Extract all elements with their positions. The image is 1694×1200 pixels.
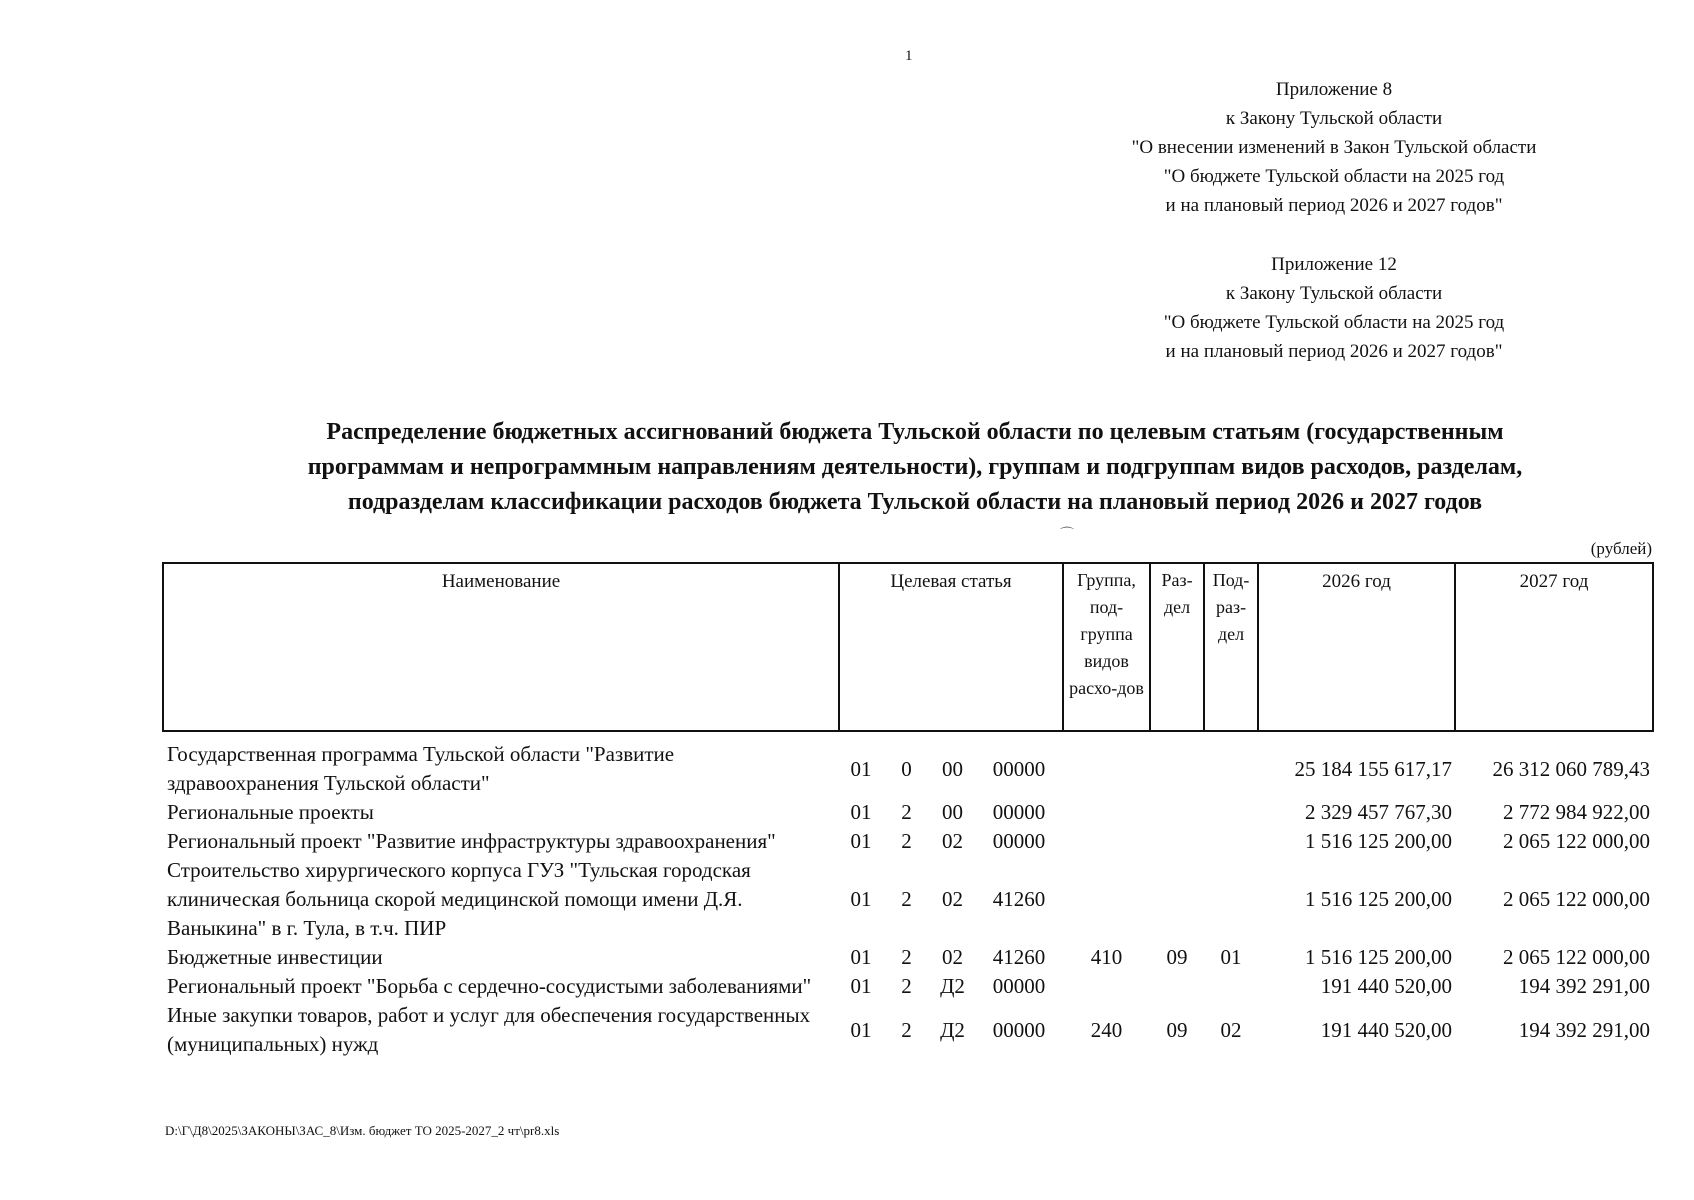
row-amount-2026: 2 329 457 767,30 [1305,800,1453,824]
row-code-type: 2 [901,974,912,998]
row-code-direction: 00000 [992,829,1046,853]
row-code-program: 01 [850,800,872,824]
row-name: Бюджетные инвестиции [167,945,383,969]
row-code-direction: 00000 [992,974,1046,998]
row-code-type: 2 [901,945,912,969]
row-subsection [1204,856,1258,943]
footer-file-path: D:\Г\Д8\2025\ЗАКОНЫ\ЗАС_8\Изм. бюджет ТО 2025-2027_2 чт\pr8.xls [165,1123,560,1138]
row-amount-2026: 25 184 155 617,17 [1294,756,1453,781]
row-code-subprogram: 02 [942,887,963,911]
row-expense-group [1063,731,1150,798]
row-code-subprogram: 02 [942,829,963,853]
row-code-type: 2 [901,1017,912,1042]
row-expense-group: 240 [1090,1017,1123,1042]
row-name: Региональные проекты [167,800,374,824]
row-code-direction: 00000 [992,800,1046,824]
appendix-12-line: к Закону Тульской области [1225,283,1443,304]
row-code-direction: 00000 [992,1017,1046,1042]
row-amount-2026: 1 516 125 200,00 [1305,887,1453,911]
row-code-type: 0 [901,756,912,781]
title-line: подразделам классификации расходов бюджета Тульской области на плановый период 2026 и 2027 годов [347,489,1483,515]
row-code-program: 01 [850,1017,872,1042]
row-code-direction: 41260 [992,945,1046,969]
row-amount-2027: 2 065 122 000,00 [1503,829,1651,853]
title-line: Распределение бюджетных ассигнований бюджета Тульской области по целевым статьям (государственным [326,419,1504,445]
row-section [1150,972,1204,1001]
units-note: (рублей) [1590,539,1652,558]
row-subsection: 01 [1220,945,1242,969]
header-year-2027: 2027 год [1455,563,1653,731]
header-year-2026: 2026 год [1258,563,1455,731]
header-section: Раз-дел [1150,563,1204,731]
header-target-article: Целевая статья [839,563,1063,731]
row-section: 09 [1166,1017,1188,1042]
appendix-8-line: к Закону Тульской области [1225,108,1443,129]
row-subsection [1204,798,1258,827]
row-expense-group [1063,856,1150,943]
row-code-subprogram: Д2 [940,974,965,998]
row-amount-2027: 194 392 291,00 [1518,974,1651,998]
appendix-8-block [1074,75,1594,220]
table-row [163,731,1653,798]
appendix-12-line: "О бюджете Тульской области на 2025 год [1163,312,1505,333]
appendix-12-line: и на плановый период 2026 и 2027 годов" [1165,341,1503,362]
row-name: Региональный проект "Борьба с сердечно-сосудистыми заболеваниями" [167,974,812,998]
appendix-8-line: "О внесении изменений в Закон Тульской области [1131,137,1537,158]
appendix-8-line: Приложение 8 [1275,79,1393,100]
row-amount-2026: 1 516 125 200,00 [1305,829,1453,853]
row-section [1150,731,1204,798]
table-header-row [163,563,1653,731]
table-row [163,1001,1653,1059]
page-number: 1 [905,48,913,64]
row-subsection [1204,827,1258,856]
row-code-type: 2 [901,800,912,824]
row-amount-2027: 194 392 291,00 [1518,1017,1651,1042]
row-subsection [1204,731,1258,798]
table-row [163,856,1653,943]
row-section [1150,798,1204,827]
row-expense-group [1063,827,1150,856]
budget-table [162,562,1654,1059]
row-amount-2027: 2 065 122 000,00 [1503,945,1651,969]
appendix-8-line: "О бюджете Тульской области на 2025 год [1163,166,1505,187]
row-expense-group [1063,798,1150,827]
row-section [1150,827,1204,856]
row-code-program: 01 [850,887,872,911]
row-code-program: 01 [850,974,872,998]
row-amount-2026: 191 440 520,00 [1320,1017,1453,1042]
row-code-type: 2 [901,829,912,853]
row-amount-2026: 191 440 520,00 [1320,974,1453,998]
row-code-subprogram: 00 [942,756,963,781]
row-code-subprogram: 02 [942,945,963,969]
row-subsection: 02 [1220,1017,1242,1042]
row-amount-2026: 1 516 125 200,00 [1305,945,1453,969]
table-row [163,943,1653,972]
row-code-direction: 00000 [992,756,1046,781]
row-code-type: 2 [901,887,912,911]
row-code-subprogram: Д2 [940,1017,965,1042]
row-name: Государственная программа Тульской области "Развитие здравоохранения Тульской области" [167,742,675,795]
row-expense-group: 410 [1090,945,1123,969]
table-row [163,798,1653,827]
table-row [163,972,1653,1001]
row-subsection [1204,972,1258,1001]
appendix-8-line: и на плановый период 2026 и 2027 годов" [1165,195,1503,216]
row-code-program: 01 [850,829,872,853]
stray-pen-mark: ⌒ [1060,528,1074,543]
row-amount-2027: 2 065 122 000,00 [1503,887,1651,911]
appendix-12-line: Приложение 12 [1271,254,1397,275]
header-name: Наименование [163,563,839,731]
row-amount-2027: 26 312 060 789,43 [1492,756,1651,781]
row-expense-group [1063,972,1150,1001]
row-code-program: 01 [850,945,872,969]
header-subsection: Под-раз-дел [1204,563,1258,731]
row-code-program: 01 [850,756,872,781]
row-code-subprogram: 00 [942,800,963,824]
row-amount-2027: 2 772 984 922,00 [1503,800,1651,824]
row-name: Строительство хирургического корпуса ГУЗ "Тульская городская клиническая больница скорой медицинской помощи имени Д.Я. Ваныкина" в г. Тула, в т.ч. ПИР [167,858,751,940]
appendix-12-block [1074,250,1594,366]
row-section: 09 [1166,945,1188,969]
title-line: программам и непрограммным направлениям деятельности), группам и подгруппам видов расходов, разделам, [307,454,1523,480]
row-section [1150,856,1204,943]
table-row [163,827,1653,856]
header-expense-group: Группа, под-группа видов расхо-дов [1063,563,1150,731]
row-code-direction: 41260 [992,887,1046,911]
document-title [175,415,1655,520]
row-name: Иные закупки товаров, работ и услуг для обеспечения государственных (муниципальных) нужд [167,1003,811,1056]
row-name: Региональный проект "Развитие инфраструктуры здравоохранения" [167,829,776,853]
